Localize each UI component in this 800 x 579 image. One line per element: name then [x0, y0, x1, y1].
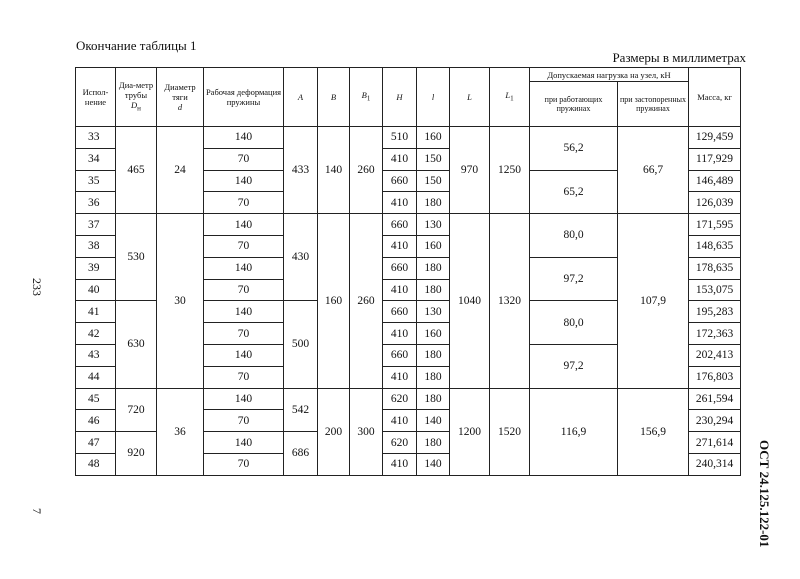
table-cell: 140: [417, 453, 450, 475]
table-cell: 260: [350, 127, 383, 214]
table-cell: 660: [383, 344, 417, 366]
table-cell: 171,595: [689, 214, 741, 236]
table-cell: 150: [417, 170, 450, 192]
header-l: l: [417, 68, 450, 127]
table-cell: 43: [76, 344, 116, 366]
table-cell: 126,039: [689, 192, 741, 214]
header-load: Допускаемая нагрузка на узел, кН: [530, 68, 689, 82]
table-row: [76, 127, 741, 149]
table-cell: 80,0: [530, 301, 618, 345]
table-cell: 410: [383, 279, 417, 301]
document-code: ОСТ 24.125.122-01: [757, 440, 772, 548]
table-cell: 116,9: [530, 388, 618, 475]
table-cell: 70: [204, 279, 284, 301]
table-cell: 202,413: [689, 344, 741, 366]
table-cell: 1320: [490, 214, 530, 388]
table-cell: 140: [204, 170, 284, 192]
table-cell: 30: [157, 214, 204, 388]
table-cell: 140: [204, 214, 284, 236]
table-cell: 140: [204, 344, 284, 366]
header-L1: $L_1$: [490, 68, 530, 127]
table-caption: Окончание таблицы 1: [76, 38, 197, 53]
table-cell: 500: [284, 301, 318, 388]
table-cell: 107,9: [618, 214, 689, 388]
header-diam-tyagi: Диаметр тяги d: [157, 68, 204, 127]
table-cell: 542: [284, 388, 318, 432]
table-cell: 620: [383, 432, 417, 454]
table-cell: 46: [76, 410, 116, 432]
table-cell: 180: [417, 344, 450, 366]
table-cell: 140: [204, 388, 284, 410]
table-cell: 410: [383, 323, 417, 345]
table-cell: 146,489: [689, 170, 741, 192]
table-cell: 180: [417, 257, 450, 279]
page-number-side: 233: [30, 278, 44, 296]
table-cell: 24: [157, 127, 204, 214]
table-cell: 410: [383, 192, 417, 214]
table-cell: 172,363: [689, 323, 741, 345]
table-cell: 70: [204, 192, 284, 214]
table-cell: 70: [204, 366, 284, 388]
page-number-bottom: 7: [30, 508, 44, 514]
table-cell: 140: [204, 301, 284, 323]
table-cell: 178,635: [689, 257, 741, 279]
table-cell: 660: [383, 214, 417, 236]
table-cell: 410: [383, 235, 417, 257]
table-cell: 410: [383, 453, 417, 475]
table-cell: 38: [76, 235, 116, 257]
table-cell: 156,9: [618, 388, 689, 475]
table-cell: 48: [76, 453, 116, 475]
header-load-locked: при застопоренных пружинах: [618, 82, 689, 127]
table-cell: 430: [284, 214, 318, 301]
table-cell: 34: [76, 148, 116, 170]
table-cell: 70: [204, 410, 284, 432]
table-cell: 510: [383, 127, 417, 149]
table-cell: 1520: [490, 388, 530, 475]
table-cell: 686: [284, 432, 318, 476]
table-cell: 970: [450, 127, 490, 214]
table-cell: 1040: [450, 214, 490, 388]
header-H: H: [383, 68, 417, 127]
table-cell: 37: [76, 214, 116, 236]
table-cell: 180: [417, 366, 450, 388]
table-cell: 410: [383, 366, 417, 388]
dimensions-table: [75, 67, 741, 476]
table-cell: 140: [204, 127, 284, 149]
table-cell: 271,614: [689, 432, 741, 454]
table-cell: 36: [76, 192, 116, 214]
header-diam-truby: Диа-метр трубы $D_н$: [116, 68, 157, 127]
table-cell: 620: [383, 388, 417, 410]
table-cell: 36: [157, 388, 204, 475]
table-row: [76, 214, 741, 236]
table-cell: 433: [284, 127, 318, 214]
table-cell: 97,2: [530, 257, 618, 301]
header-mass: Масса, кг: [689, 68, 741, 127]
table-cell: 70: [204, 235, 284, 257]
header-A: A: [284, 68, 318, 127]
table-cell: 465: [116, 127, 157, 214]
units-note: Размеры в миллиметрах: [612, 50, 746, 65]
table-cell: 40: [76, 279, 116, 301]
table-cell: 80,0: [530, 214, 618, 258]
table-cell: 160: [417, 127, 450, 149]
table-cell: 660: [383, 301, 417, 323]
table-cell: 530: [116, 214, 157, 301]
table-cell: 65,2: [530, 170, 618, 214]
table-cell: 130: [417, 301, 450, 323]
table-cell: 44: [76, 366, 116, 388]
table-cell: 150: [417, 148, 450, 170]
table-cell: 70: [204, 453, 284, 475]
table-cell: 129,459: [689, 127, 741, 149]
table-cell: 176,803: [689, 366, 741, 388]
table-cell: 70: [204, 148, 284, 170]
table-cell: 660: [383, 257, 417, 279]
table-cell: 660: [383, 170, 417, 192]
table-cell: 230,294: [689, 410, 741, 432]
header-load-working: при работающих пружинах: [530, 82, 618, 127]
table-cell: 148,635: [689, 235, 741, 257]
table-cell: 140: [204, 257, 284, 279]
header-deformation: Рабочая деформация пружины: [204, 68, 284, 127]
table-cell: 140: [417, 410, 450, 432]
table-cell: 47: [76, 432, 116, 454]
table-cell: 140: [204, 432, 284, 454]
table-cell: 160: [417, 323, 450, 345]
table-cell: 42: [76, 323, 116, 345]
table-cell: 140: [318, 127, 350, 214]
table-cell: 260: [350, 214, 383, 388]
table-cell: 300: [350, 388, 383, 475]
table-cell: 39: [76, 257, 116, 279]
header-B1: $B_1$: [350, 68, 383, 127]
table-cell: 45: [76, 388, 116, 410]
table-cell: 70: [204, 323, 284, 345]
table-cell: 1200: [450, 388, 490, 475]
table-cell: 153,075: [689, 279, 741, 301]
table-cell: 97,2: [530, 344, 618, 388]
table-cell: 200: [318, 388, 350, 475]
table-cell: 720: [116, 388, 157, 432]
header-B: B: [318, 68, 350, 127]
header-L: L: [450, 68, 490, 127]
table-cell: 261,594: [689, 388, 741, 410]
table-cell: 180: [417, 432, 450, 454]
table-cell: 117,929: [689, 148, 741, 170]
table-cell: 410: [383, 410, 417, 432]
header-ispolnenie: Испол-нение: [76, 68, 116, 127]
table-cell: 1250: [490, 127, 530, 214]
table-row: [76, 388, 741, 410]
table-cell: 180: [417, 388, 450, 410]
table-cell: 630: [116, 301, 157, 388]
table-cell: 130: [417, 214, 450, 236]
table-cell: 410: [383, 148, 417, 170]
table-cell: 180: [417, 192, 450, 214]
table-cell: 33: [76, 127, 116, 149]
table-cell: 195,283: [689, 301, 741, 323]
table-cell: 240,314: [689, 453, 741, 475]
table-cell: 41: [76, 301, 116, 323]
table-cell: 160: [417, 235, 450, 257]
table-cell: 66,7: [618, 127, 689, 214]
table-cell: 35: [76, 170, 116, 192]
table-cell: 180: [417, 279, 450, 301]
table-cell: 160: [318, 214, 350, 388]
table-cell: 920: [116, 432, 157, 476]
table-cell: 56,2: [530, 127, 618, 171]
